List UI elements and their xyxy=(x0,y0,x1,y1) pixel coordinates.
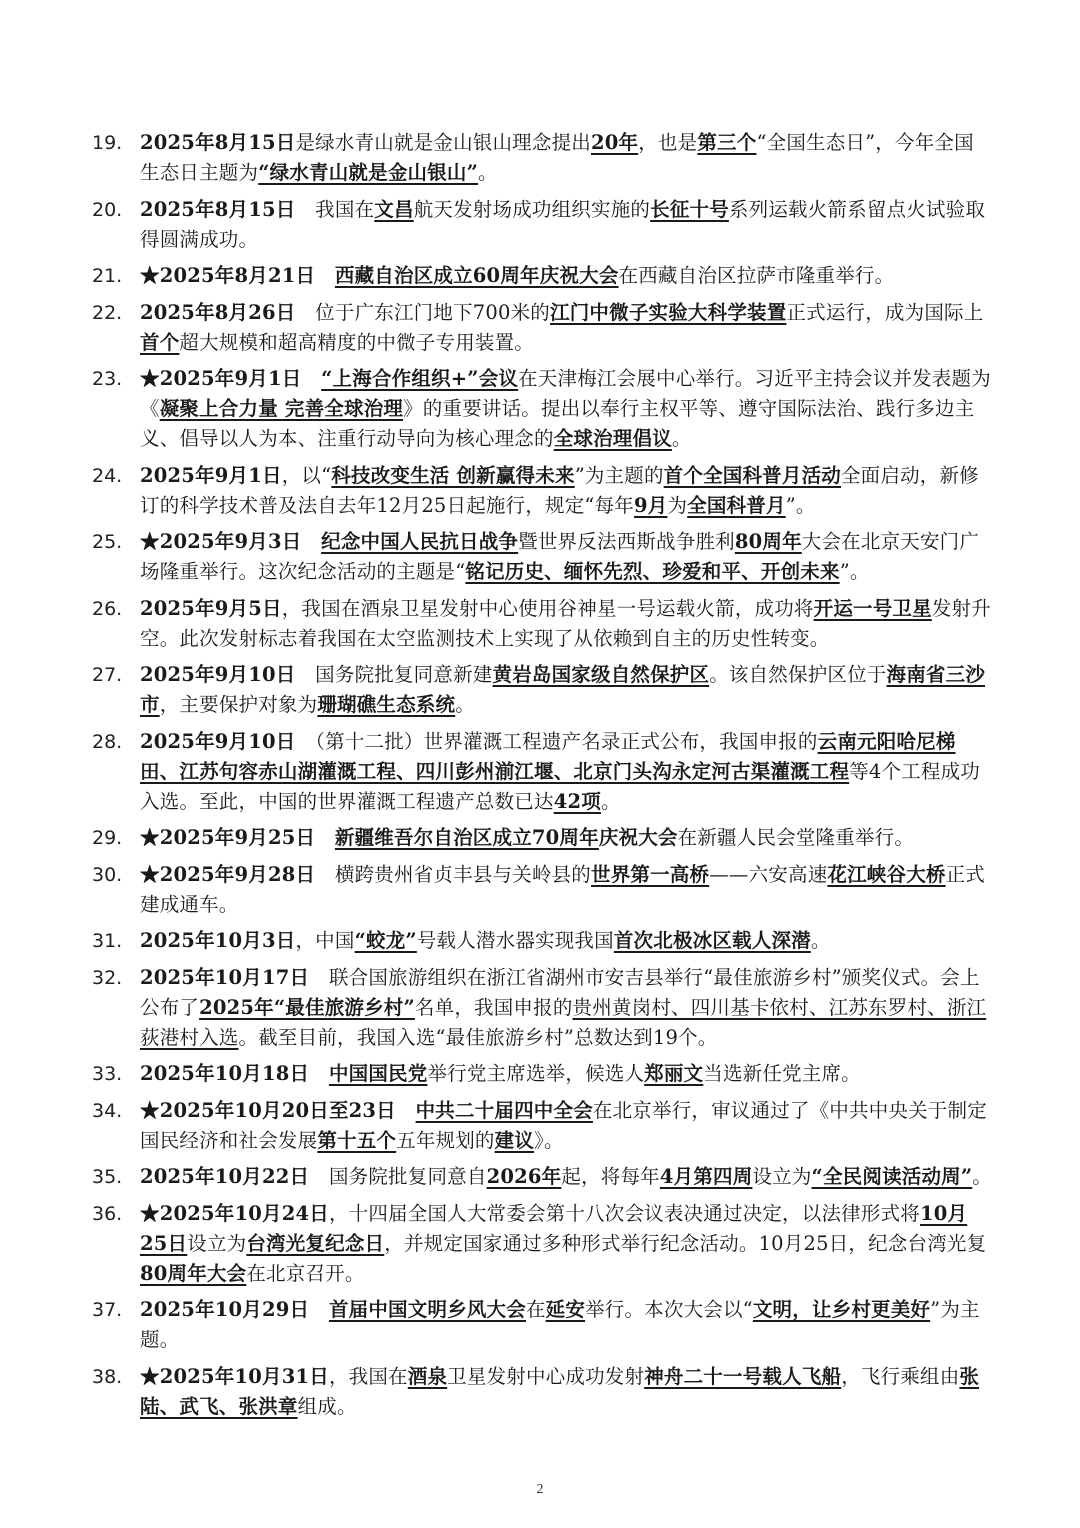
highlighted-keyword: 酒泉 xyxy=(407,1364,448,1388)
highlighted-keyword: 第三个 xyxy=(697,131,757,154)
text-segment: 庆祝大会 xyxy=(598,826,678,849)
list-item xyxy=(92,461,992,521)
text-segment: 2025年10月3日 xyxy=(140,929,296,952)
text-segment: ，也是 xyxy=(638,131,698,154)
text-segment: 。 xyxy=(455,693,475,716)
text-segment: 大会在北京天安门广场隆重举行。这次纪念活动的主题是“ xyxy=(140,530,980,583)
text-segment: 2025年8月15日 xyxy=(140,131,296,154)
item-text xyxy=(140,1295,992,1355)
highlighted-keyword: 凝聚上合力量 完善全球治理 xyxy=(159,397,404,420)
list-item xyxy=(92,660,992,720)
text-segment: 2025年9月10日 xyxy=(140,729,296,753)
text-segment: ，我国在 xyxy=(328,1364,408,1388)
highlighted-keyword: 首届中国文明乡风大会 xyxy=(328,1298,526,1321)
item-text xyxy=(140,527,992,587)
highlighted-keyword: 贵州黄岗村、四川基卡依村、江苏东罗村、浙江荻港村入选 xyxy=(140,995,987,1049)
highlighted-keyword: 2025年“最佳旅游乡村” xyxy=(199,995,415,1019)
text-segment: ★2025年9月1日 xyxy=(140,367,302,390)
text-segment: 在西藏自治区拉萨市隆重举行。 xyxy=(618,264,895,287)
highlighted-keyword: 9月 xyxy=(634,493,668,517)
list-item xyxy=(92,926,992,956)
text-segment: ★2025年9月3日 xyxy=(140,530,302,553)
text-segment: 2025年9月5日 xyxy=(140,596,282,620)
text-segment: 在北京举行，审议通过了《中共中央关于制定国民经济和社会发展 xyxy=(140,1098,987,1152)
item-text xyxy=(140,261,992,291)
text-segment: 2025年10月17日 xyxy=(140,965,310,989)
highlighted-keyword: 中国国民党 xyxy=(328,1062,428,1085)
text-segment: 组成。 xyxy=(297,1394,357,1418)
text-segment: ★2025年9月28日 xyxy=(140,862,316,886)
text-segment: ，中国 xyxy=(295,929,355,952)
item-number: 33. xyxy=(92,1063,123,1085)
item-number: 28. xyxy=(92,730,123,753)
text-segment: 设立为 xyxy=(187,1231,247,1255)
text-segment: 2025年10月29日 xyxy=(140,1298,310,1321)
list-item xyxy=(92,1096,992,1156)
text-segment xyxy=(315,264,335,287)
text-segment: 2025年8月15日 xyxy=(140,197,296,221)
highlighted-keyword: 全球治理倡议 xyxy=(553,427,672,450)
highlighted-keyword: 西藏自治区成立60周年庆祝大会 xyxy=(334,264,619,287)
text-segment xyxy=(301,530,321,553)
list-item xyxy=(92,1059,992,1089)
list-item xyxy=(92,261,992,291)
item-number: 20. xyxy=(92,198,123,221)
text-segment: ——六安高速 xyxy=(709,862,828,886)
highlighted-keyword: 花江峡谷大桥 xyxy=(827,862,946,886)
list-item xyxy=(92,527,992,587)
text-segment: 为 xyxy=(667,493,688,517)
text-segment: 设立为 xyxy=(752,1165,812,1188)
text-segment: 系列运载火箭系留点火试验取得圆满成功。 xyxy=(140,197,986,251)
item-text xyxy=(140,823,992,853)
text-segment: 全面启动，新修订的科学技术普及法自去年12月25日起施行，规定“每年 xyxy=(140,463,979,517)
highlighted-keyword: 云南元阳哈尼梯田、江苏句容赤山湖灌溉工程、四川彭州湔江堰、北京门头沟永定河古渠灌溉工程 xyxy=(140,729,956,783)
text-segment: 当选新任党主席。 xyxy=(703,1062,861,1085)
text-segment: ，十四届全国人大常委会第十八次会议表决通过决定，以法律形式将 xyxy=(328,1201,920,1225)
text-segment: ，主要保护对象为 xyxy=(159,693,318,716)
item-text xyxy=(140,364,992,454)
item-number: 37. xyxy=(92,1299,123,1321)
item-number: 23. xyxy=(92,368,123,390)
text-segment: 2025年10月22日 xyxy=(140,1165,310,1188)
highlighted-keyword: 首个全国科普月活动 xyxy=(663,463,841,487)
text-segment: 。该自然保护区位于 xyxy=(709,663,887,686)
text-segment xyxy=(301,367,321,390)
item-number: 22. xyxy=(92,301,123,324)
text-segment: 在北京召开。 xyxy=(246,1261,365,1285)
text-segment: ，飞行乘组由 xyxy=(841,1364,960,1388)
text-segment: 2025年10月18日 xyxy=(140,1062,310,1085)
text-segment: 国务院批复同意自 xyxy=(309,1165,487,1188)
text-segment: 。 xyxy=(810,929,831,952)
text-segment: （第十二批）世界灌溉工程遗产名录正式公布，我国申报的 xyxy=(295,729,818,753)
highlighted-keyword: “上海合作组织+”会议 xyxy=(321,367,519,390)
item-text xyxy=(140,1096,992,1156)
highlighted-keyword: 2026年 xyxy=(486,1165,562,1188)
text-segment: 横跨贵州省贞丰县与关岭县的 xyxy=(315,862,591,886)
text-segment: 举行党主席选举，候选人 xyxy=(427,1062,645,1085)
text-segment: 五年规划的 xyxy=(396,1128,495,1152)
list-item xyxy=(92,594,992,654)
text-segment: 。截至目前，我国入选“最佳旅游乡村”总数达到19个。 xyxy=(238,1025,718,1049)
list-item xyxy=(92,1362,992,1422)
text-segment: 2025年9月1日 xyxy=(140,463,282,487)
text-segment: ★2025年9月25日 xyxy=(140,826,316,849)
highlighted-keyword: 42项 xyxy=(553,789,601,813)
highlighted-keyword: 中共二十届四中全会 xyxy=(415,1098,593,1122)
text-segment: 等4个工程成功入选。至此，中国的世界灌溉工程遗产总数已达 xyxy=(140,759,981,813)
text-segment: 2025年8月26日 xyxy=(140,300,296,324)
highlighted-keyword: 延安 xyxy=(545,1298,586,1321)
list-item xyxy=(92,963,992,1053)
item-number: 25. xyxy=(92,531,123,553)
text-segment: 正式建成通车。 xyxy=(140,862,986,916)
item-text xyxy=(140,926,992,956)
item-text xyxy=(140,1059,992,1089)
highlighted-keyword: 20年 xyxy=(591,131,639,154)
list-item xyxy=(92,298,992,358)
highlighted-keyword: 郑丽文 xyxy=(644,1062,704,1085)
text-segment: 卫星发射中心成功发射 xyxy=(447,1364,645,1388)
text-segment: 国务院批复同意新建 xyxy=(295,663,493,686)
item-number: 29. xyxy=(92,827,123,849)
list-item xyxy=(92,1162,992,1192)
highlighted-keyword: 长征十号 xyxy=(650,197,729,221)
item-text xyxy=(140,727,992,817)
text-segment: 联合国旅游组织在浙江省湖州市安吉县举行“最佳旅游乡村”颁奖仪式。会上公布了 xyxy=(140,965,980,1019)
event-list xyxy=(92,128,992,1428)
item-number: 36. xyxy=(92,1202,123,1225)
text-segment: 名单，我国申报的 xyxy=(414,995,573,1019)
highlighted-keyword: 首个 xyxy=(140,330,180,354)
text-segment: ，并规定国家通过多种形式举行纪念活动。10月25日，纪念台湾光复 xyxy=(384,1231,987,1255)
text-segment: 。 xyxy=(600,789,621,813)
text-segment: ，以“ xyxy=(281,463,332,487)
highlighted-keyword: 10月25日 xyxy=(140,1201,968,1255)
text-segment: 发射升空。此次发射标志着我国在太空监测技术上实现了从依赖到自主的历史性转变。 xyxy=(140,596,991,650)
text-segment: 在 xyxy=(525,1298,546,1321)
highlighted-keyword: 第十五个 xyxy=(317,1128,397,1152)
item-number: 26. xyxy=(92,597,123,620)
list-item xyxy=(92,195,992,255)
highlighted-keyword: 张陆、武飞、张洪章 xyxy=(140,1364,980,1418)
list-item xyxy=(92,364,992,454)
highlighted-keyword: 文明，让乡村更美好 xyxy=(752,1298,931,1321)
list-item xyxy=(92,727,992,817)
item-number: 32. xyxy=(92,966,123,989)
item-text xyxy=(140,128,992,188)
highlighted-keyword: 新疆维吾尔自治区成立70周年 xyxy=(334,826,599,849)
text-segment xyxy=(396,1099,416,1122)
list-item xyxy=(92,823,992,853)
item-number: 21. xyxy=(92,265,123,287)
text-segment: 在新疆人民会堂隆重举行。 xyxy=(677,826,915,849)
highlighted-keyword: 科技改变生活 创新赢得未来 xyxy=(331,463,575,487)
text-segment: ★2025年10月24日 xyxy=(140,1201,329,1225)
text-segment: 》的重要讲话。提出以奉行主权平等、遵守国际法治、践行多边主义、倡导以人为本、注重行动导向为核心理念的 xyxy=(140,397,975,450)
text-segment: 正式运行，成为国际上 xyxy=(786,300,984,324)
highlighted-keyword: 4月第四周 xyxy=(659,1165,753,1188)
item-number: 27. xyxy=(92,664,123,686)
text-segment: ，我国在酒泉卫星发射中心使用谷神星一号运载火箭，成功将 xyxy=(281,596,814,620)
text-segment: 起，将每年 xyxy=(561,1165,660,1188)
text-segment xyxy=(309,1298,329,1321)
highlighted-keyword: “绿水青山就是金山银山” xyxy=(258,161,479,184)
text-segment: 航天发射场成功组织实施的 xyxy=(413,197,651,221)
item-number: 38. xyxy=(92,1365,123,1388)
text-segment: 举行。本次大会以“ xyxy=(585,1298,753,1321)
text-segment: ”为主题。 xyxy=(140,1298,980,1351)
item-number: 24. xyxy=(92,464,123,487)
highlighted-keyword: 建议 xyxy=(494,1128,535,1152)
highlighted-keyword: 铭记历史、缅怀先烈、珍爱和平、开创未来 xyxy=(465,560,840,583)
highlighted-keyword: 文昌 xyxy=(374,197,414,221)
highlighted-keyword: 神舟二十一号载人飞船 xyxy=(644,1364,842,1388)
highlighted-keyword: 纪念中国人民抗日战争 xyxy=(321,530,519,553)
item-text xyxy=(140,963,992,1053)
item-number: 30. xyxy=(92,863,123,886)
item-text xyxy=(140,660,992,720)
highlighted-keyword: “蛟龙” xyxy=(354,929,417,952)
item-text xyxy=(140,594,992,654)
highlighted-keyword: 全国科普月 xyxy=(687,493,786,517)
text-segment: 2025年9月10日 xyxy=(140,663,296,686)
text-segment: 超大规模和超高精度的中微子专用装置。 xyxy=(179,330,535,354)
list-item xyxy=(92,1199,992,1289)
item-text xyxy=(140,1162,992,1192)
text-segment: 在天津梅江会展中心举行。习近平主持会议并发表题为《 xyxy=(140,367,991,420)
highlighted-keyword: 80周年大会 xyxy=(140,1261,247,1285)
list-item xyxy=(92,128,992,188)
text-segment: ”。 xyxy=(839,560,870,583)
text-segment: ★2025年8月21日 xyxy=(140,264,316,287)
text-segment: “全国生态日”，今年全国生态日主题为 xyxy=(140,131,974,184)
highlighted-keyword: “全民阅读活动周” xyxy=(811,1165,973,1188)
item-number: 31. xyxy=(92,930,123,952)
highlighted-keyword: 海南省三沙市 xyxy=(140,663,986,716)
text-segment: 号载人潜水器实现我国 xyxy=(416,929,614,952)
text-segment: 是绿水青山就是金山银山理念提出 xyxy=(295,131,591,154)
text-segment: ”。 xyxy=(785,493,816,517)
item-text xyxy=(140,298,992,358)
item-text xyxy=(140,461,992,521)
list-item xyxy=(92,860,992,920)
text-segment: 。 xyxy=(478,161,498,184)
text-segment: 我国在 xyxy=(295,197,375,221)
text-segment: 》。 xyxy=(534,1128,564,1152)
page-number: 2 xyxy=(536,1482,544,1497)
text-segment: ★2025年10月20日至23日 xyxy=(140,1098,396,1122)
list-item xyxy=(92,1295,992,1355)
item-text xyxy=(140,1362,992,1422)
text-segment: 暨世界反法西斯战争胜利 xyxy=(518,530,735,553)
item-text xyxy=(140,195,992,255)
text-segment: 位于广东江门地下700米的 xyxy=(295,300,551,324)
highlighted-keyword: 珊瑚礁生态系统 xyxy=(317,693,456,716)
text-segment: 。 xyxy=(972,1165,992,1188)
text-segment: ”为主题的 xyxy=(574,463,664,487)
item-text xyxy=(140,860,992,920)
item-number: 34. xyxy=(92,1099,123,1122)
text-segment xyxy=(315,826,335,849)
text-segment: ★2025年10月31日 xyxy=(140,1364,329,1388)
highlighted-keyword: 首次北极冰区载人深潜 xyxy=(613,929,811,952)
text-segment: 。 xyxy=(671,427,692,450)
text-segment xyxy=(309,1062,329,1085)
item-number: 35. xyxy=(92,1166,123,1188)
highlighted-keyword: 80周年 xyxy=(734,530,802,553)
item-text xyxy=(140,1199,992,1289)
highlighted-keyword: 黄岩岛国家级自然保护区 xyxy=(492,663,710,686)
highlighted-keyword: 台湾光复纪念日 xyxy=(246,1231,385,1255)
highlighted-keyword: 江门中微子实验大科学装置 xyxy=(550,300,787,324)
highlighted-keyword: 开运一号卫星 xyxy=(813,596,932,620)
highlighted-keyword: 世界第一高桥 xyxy=(591,862,710,886)
item-number: 19. xyxy=(92,132,123,154)
